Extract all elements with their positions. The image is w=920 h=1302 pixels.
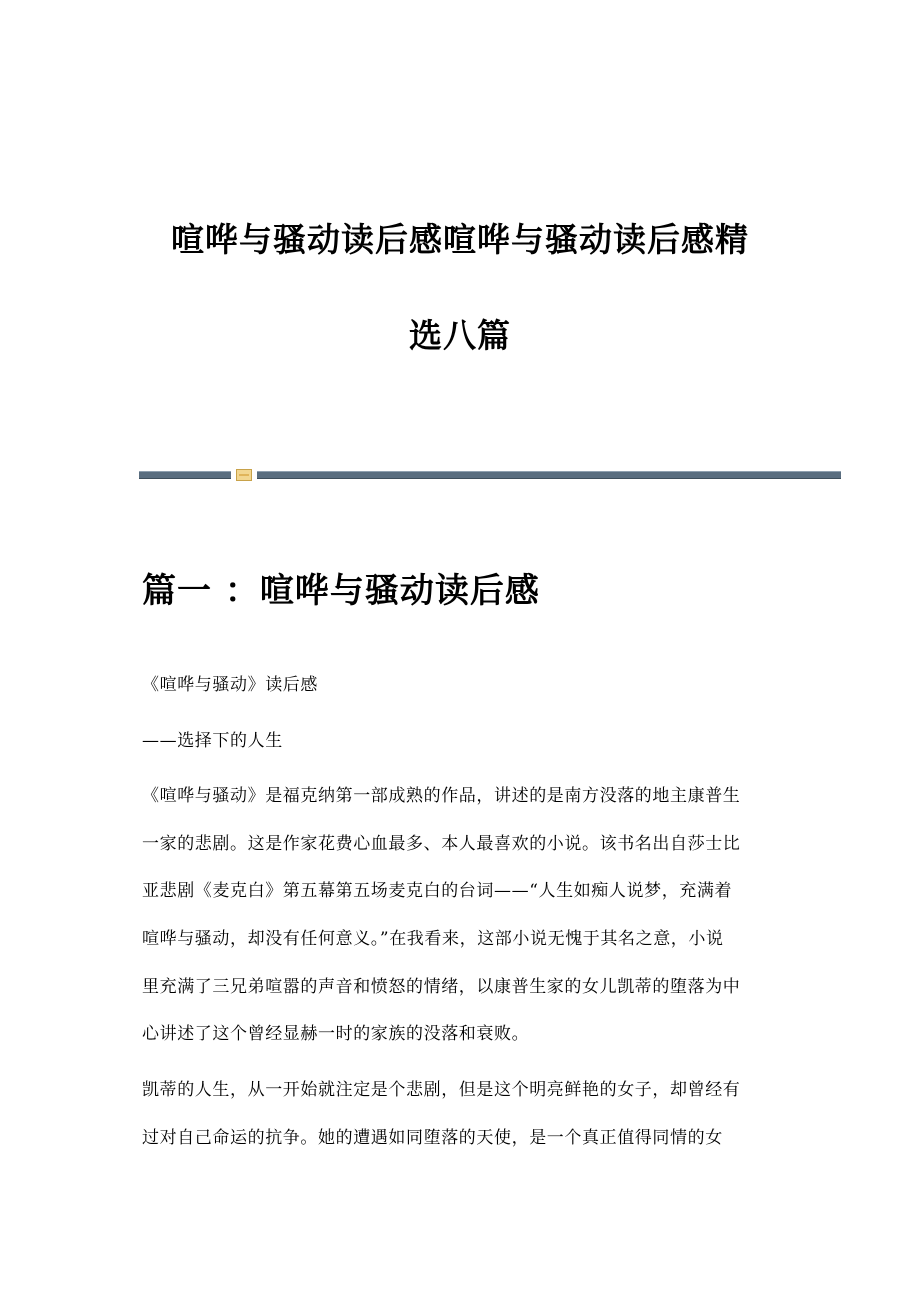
paragraph-line: 心讲述了这个曾经显赫一时的家族的没落和衰败。: [142, 1024, 530, 1044]
decorative-divider-left: [139, 471, 231, 479]
paragraph-line: 亚悲剧《麦克白》第五幕第五场麦克白的台词——“人生如痴人说梦，充满着: [142, 881, 733, 901]
subtitle-line: 《喧哗与骚动》读后感: [142, 675, 318, 695]
document-title-line-2: 选八篇: [409, 316, 511, 355]
section-heading: 篇一 ：喧哗与骚动读后感: [142, 571, 540, 611]
document-title-line-1: 喧哗与骚动读后感喧哗与骚动读后感精: [171, 220, 749, 259]
paragraph-line: 过对自己命运的抗争。她的遭遇如同堕落的天使，是一个真正值得同情的女: [142, 1128, 723, 1148]
divider-ornament-icon: [236, 469, 252, 481]
subtitle-line: ——选择下的人生: [142, 731, 283, 751]
paragraph-line: 凯蒂的人生，从一开始就注定是个悲剧，但是这个明亮鲜艳的女子，却曾经有: [142, 1080, 741, 1100]
paragraph-line: 里充满了三兄弟喧嚣的声音和愤怒的情绪，以康普生家的女儿凯蒂的堕落为中: [142, 977, 741, 997]
paragraph-line: 一家的悲剧。这是作家花费心血最多、本人最喜欢的小说。该书名出自莎士比: [142, 834, 741, 854]
paragraph-line: 《喧哗与骚动》是福克纳第一部成熟的作品，讲述的是南方没落的地主康普生: [142, 786, 741, 806]
paragraph-line: 喧哗与骚动，却没有任何意义。”在我看来，这部小说无愧于其名之意，小说: [142, 929, 724, 949]
decorative-divider-right: [257, 471, 841, 479]
